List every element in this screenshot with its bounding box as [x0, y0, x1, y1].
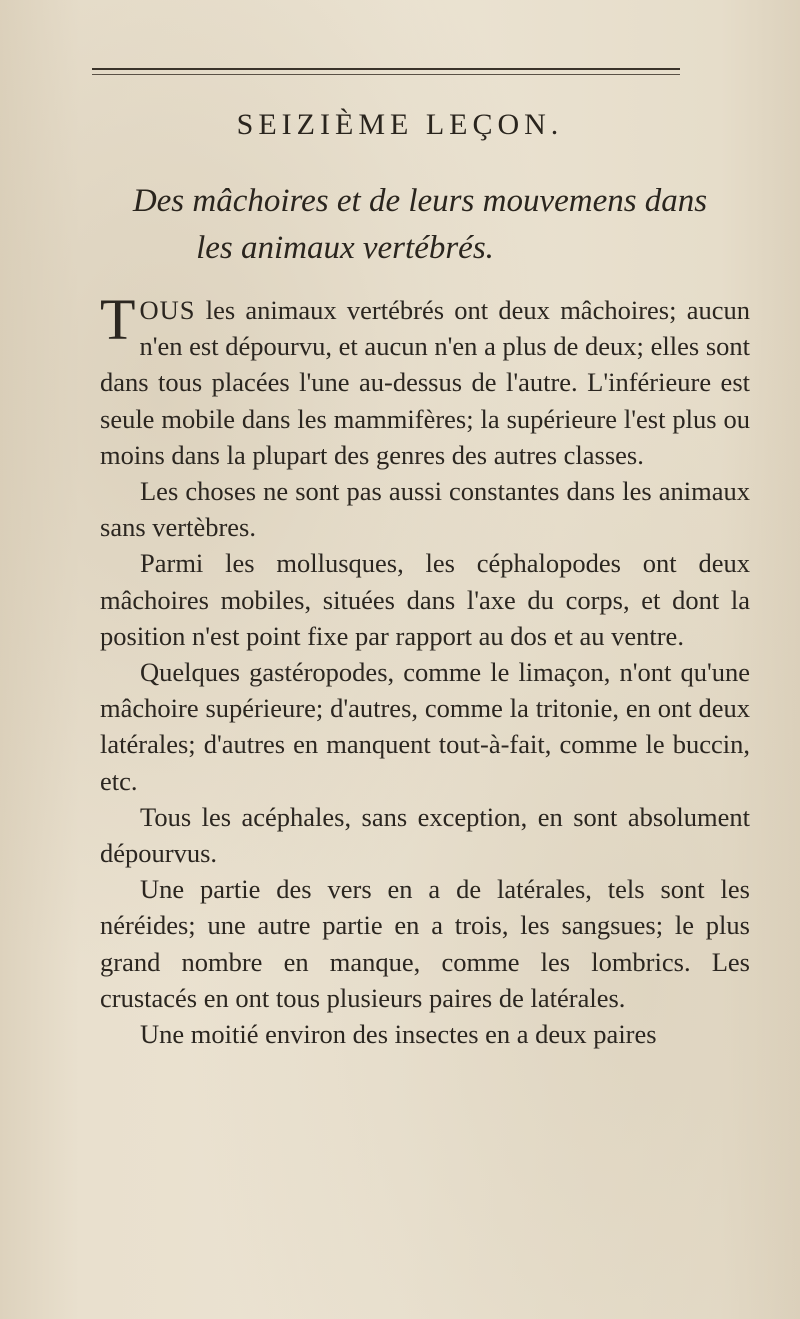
paragraph-7: Une moitié environ des insectes en a deux paires — [140, 1019, 657, 1050]
header-rule — [92, 68, 680, 75]
body-text — [100, 287, 750, 1052]
paragraph-2: Les choses ne sont pas aussi constantes dans les animaux sans vertèbres. — [100, 476, 750, 543]
paragraph-1 — [100, 287, 750, 473]
paragraph-3: Parmi les mollusques, les céphalopodes ont deux mâchoires mobiles, situées dans l'axe du corps, et dont la position n'est point fixe par rapport au dos et au ventre. — [100, 548, 750, 651]
drop-cap-rest: OUS — [139, 295, 196, 325]
subtitle-line-1: Des mâchoires et de leurs mouvemens dans — [132, 183, 708, 219]
paragraph-1-text: les animaux vertébrés ont deux mâchoires; aucun n'en est dépourvu, et aucun n'en a plus de deux; elles sont dans tous placées l'une au-dessus de l'autre. L'inférieure est seule mobile dans les mammifères; la supérieure l'est plus ou moins dans la plupart des genres des autres classes. — [100, 295, 750, 470]
subtitle-line-2: les animaux vertébrés. — [196, 230, 494, 266]
paragraph-5: Tous les acéphales, sans exception, en sont absolument dépourvus. — [100, 801, 750, 869]
drop-cap: T — [100, 287, 136, 352]
paragraph-4: Quelques gastéropodes, comme le limaçon, n'ont qu'une mâchoire supérieure; d'autres, comme la tritonie, en ont deux latérales; d'autres en manquent tout-à-fait, comme le buccin, etc. — [100, 657, 750, 796]
paragraph-6: Une partie des vers en a de latérales, tels sont les néréides; une autre partie en a trois, les sangsues; le plus grand nombre en manque, comme les lombrics. Les crustacés en ont tous plusieurs paires de latérales. — [100, 874, 750, 1013]
lecture-title: SEIZIÈME LEÇON. — [236, 108, 564, 141]
